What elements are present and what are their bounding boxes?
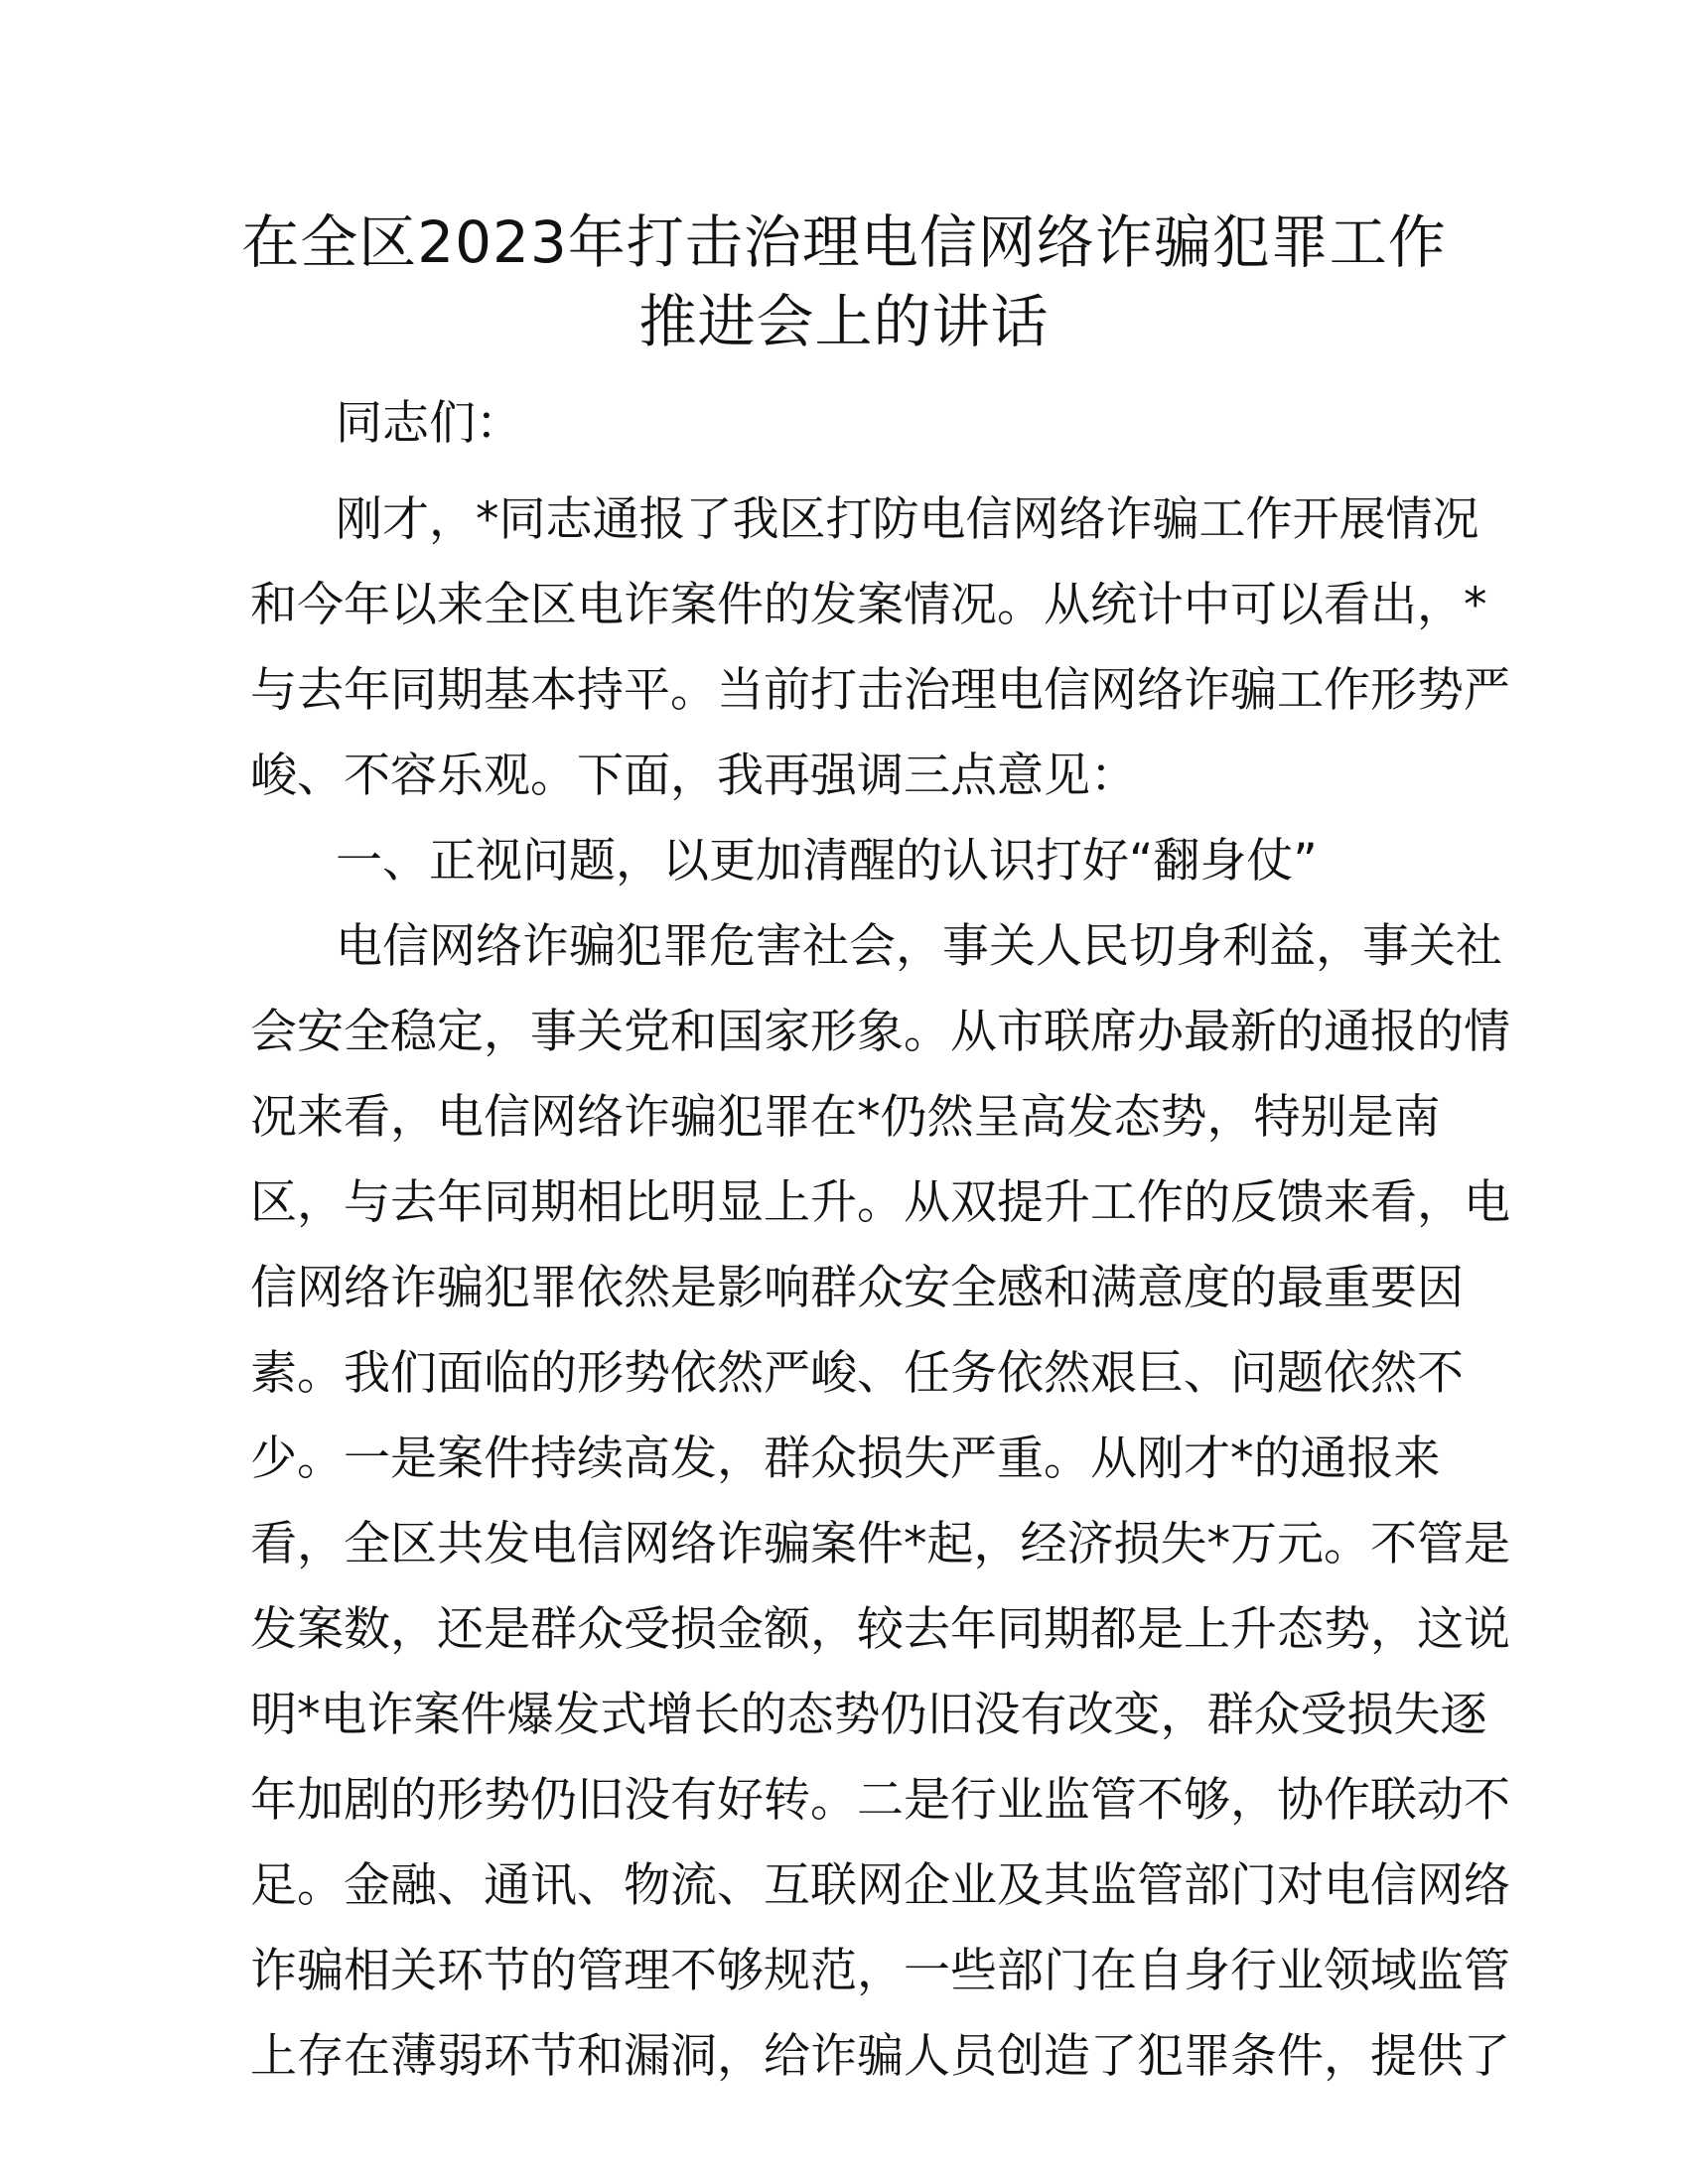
paragraph-line: 刚才，*同志通报了我区打防电信网络诈骗工作开展情况 xyxy=(336,492,1479,547)
document-title-line-1: 在全区2023年打击治理电信网络诈骗犯罪工作 xyxy=(241,208,1447,276)
paragraph-line: 电信网络诈骗犯罪危害社会，事关人民切身利益，事关社 xyxy=(336,919,1502,974)
paragraph-line: 明*电诈案件爆发式增长的态势仍旧没有改变，群众受损失逐 xyxy=(250,1688,1487,1742)
paragraph-line: 年加剧的形势仍旧没有好转。二是行业监管不够，协作联动不 xyxy=(250,1773,1510,1828)
paragraph-line: 和今年以来全区电诈案件的发案情况。从统计中可以看出，* xyxy=(250,578,1487,632)
paragraph-line: 区，与去年同期相比明显上升。从双提升工作的反馈来看，电 xyxy=(250,1175,1510,1230)
paragraph-line: 足。金融、通讯、物流、互联网企业及其监管部门对电信网络 xyxy=(250,1858,1510,1913)
paragraph-line: 少。一是案件持续高发，群众损失严重。从刚才*的通报来 xyxy=(250,1432,1441,1486)
salutation: 同志们： xyxy=(336,396,522,451)
paragraph-line: 素。我们面临的形势依然严峻、任务依然艰巨、问题依然不 xyxy=(250,1346,1464,1401)
paragraph-line: 发案数，还是群众受损金额，较去年同期都是上升态势，这说 xyxy=(250,1602,1510,1657)
paragraph-line: 况来看，电信网络诈骗犯罪在*仍然呈高发态势，特别是南 xyxy=(250,1090,1441,1145)
paragraph-line: 与去年同期基本持平。当前打击治理电信网络诈骗工作形势严 xyxy=(250,663,1510,718)
document-title-line-2: 推进会上的讲话 xyxy=(638,288,1050,355)
paragraph-line: 看，全区共发电信网络诈骗案件*起，经济损失*万元。不管是 xyxy=(250,1517,1510,1571)
paragraph-line: 信网络诈骗犯罪依然是影响群众安全感和满意度的最重要因 xyxy=(250,1261,1464,1315)
paragraph-line: 诈骗相关环节的管理不够规范，一些部门在自身行业领域监管 xyxy=(250,1944,1510,1998)
paragraph-line: 上存在薄弱环节和漏洞，给诈骗人员创造了犯罪条件，提供了 xyxy=(250,2029,1510,2084)
paragraph-line: 会安全稳定，事关党和国家形象。从市联席办最新的通报的情 xyxy=(250,1005,1510,1059)
section-heading: 一、正视问题，以更加清醒的认识打好“翻身仗” xyxy=(336,834,1318,888)
paragraph-line: 峻、不容乐观。下面，我再强调三点意见： xyxy=(250,749,1137,803)
